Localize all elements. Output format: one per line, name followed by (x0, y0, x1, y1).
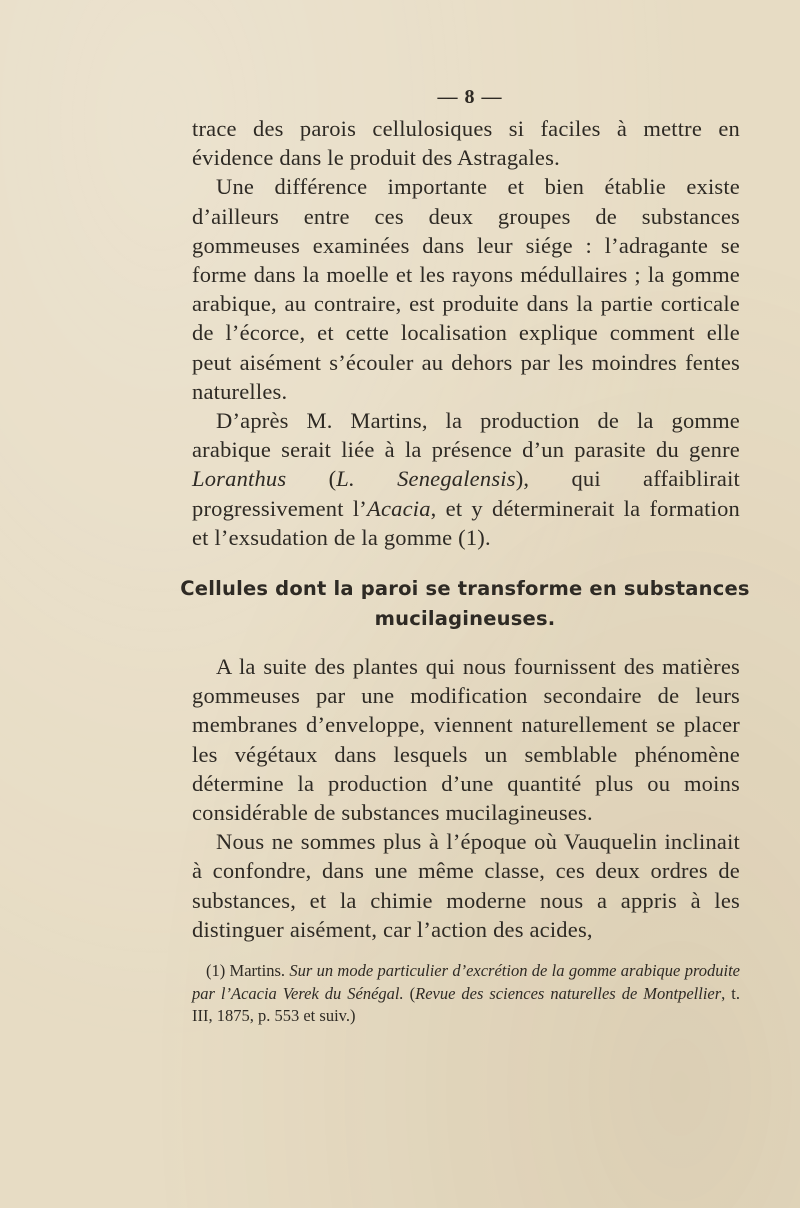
paragraph-5: Nous ne sommes plus à l’époque où Vauquelin inclinait à confondre, dans une même classe, ces deux ordres de substances, et la chimie moderne nous a appris à les distinguer aisément, car l’action des acides, (192, 829, 740, 942)
footnote-open-paren: ( (403, 983, 416, 1003)
paragraph-3-part-a: D’après M. Martins, la production de la gomme arabique serait liée à la présence d’un parasite du genre (192, 408, 740, 463)
page-number: — 8 — (437, 86, 503, 108)
section-heading-line-1: Cellules dont la paroi se transforme en substances (180, 577, 750, 600)
footnote (192, 960, 740, 1028)
text-block-top (192, 114, 740, 552)
section-heading (170, 574, 760, 634)
paragraph-4: A la suite des plantes qui nous fournissent des matières gommeuses par une modification secondaire de leurs membranes d’enveloppe, viennent naturellement se placer les végétaux dans lesquels un semblable phénomène détermine la production d’une quantité plus ou moins considérable de substances mucilagineuses. (192, 654, 740, 826)
genus-loranthus: Loranthus (192, 466, 287, 492)
footnote-marker: (1) Martins. (206, 961, 286, 980)
paragraph-1: trace des parois cellulosiques si faciles à mettre en évidence dans le produit des Astragales. (192, 116, 740, 171)
paragraph-3-part-d: , et y déterminerait la formation et l’exsudation de la gomme (1). (192, 495, 740, 550)
paragraph-2: Une différence importante et bien établie existe d’ailleurs entre ces deux groupes de substances gommeuses examinées dans leur siége : l’adragante se forme dans la moelle et les rayons médullaires ; la gomme arabique, au contraire, est produite dans la partie corticale de l’écorce, et cette localisation explique comment elle peut aisément s’écouler au dehors par les moindres fentes naturelles. (192, 174, 740, 404)
genus-acacia: Acacia (367, 495, 431, 521)
paragraph-3-part-b: ( (328, 466, 337, 492)
section-heading-line-2: mucilagineuses. (374, 607, 556, 630)
footnote-journal: Revue des sciences naturelles de Montpellier (415, 983, 722, 1003)
paragraph-3-part-c: ), qui affaiblirait progressivement l’ (192, 466, 740, 521)
species-senegalensis: L. Senegalensis (336, 466, 516, 492)
footnote-rest: , t. III, 1875, p. 553 et suiv.) (192, 983, 740, 1025)
paragraph-3 (192, 406, 740, 552)
footnote-title: Sur un mode particulier d’excrétion de la gomme arabique produite par l’Acacia Verek du Sénégal. (192, 961, 741, 1003)
text-block-bottom (192, 652, 740, 944)
